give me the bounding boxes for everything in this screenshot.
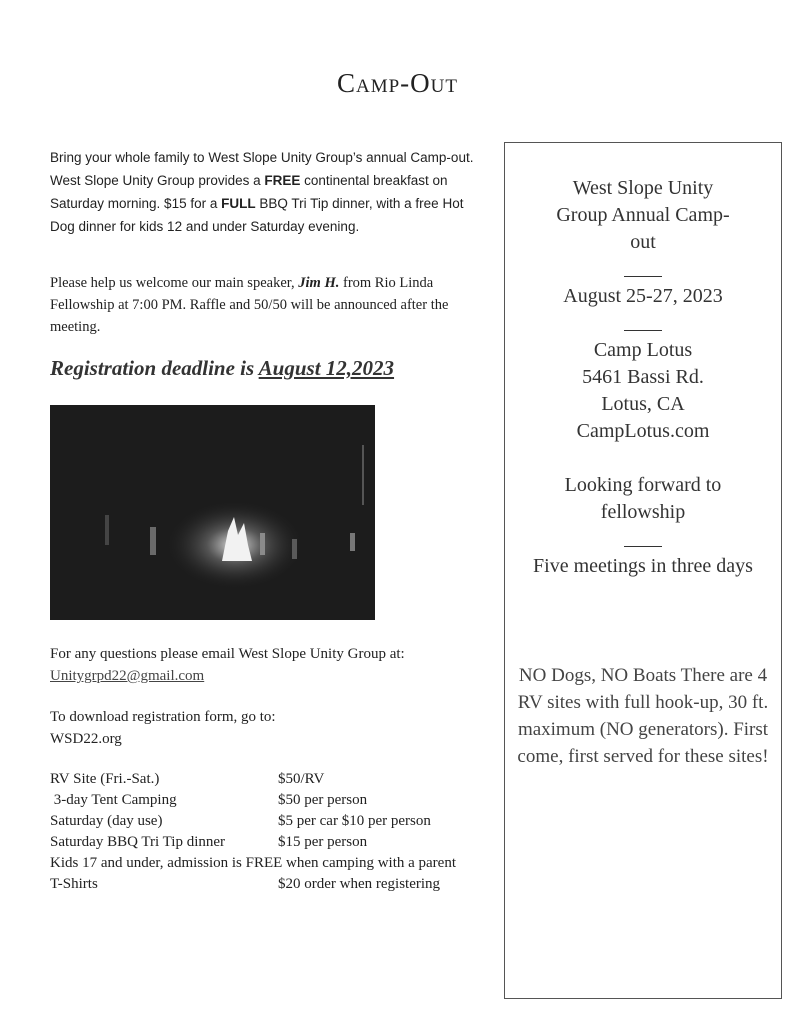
fee-price: $5 per car $10 per person [278,813,431,829]
deadline-date: August 12,2023 [258,356,395,380]
contact-email-link[interactable]: Unitygrpd22@gmail.com [50,668,205,684]
divider [624,546,662,547]
fee-item: RV Site (Fri.-Sat.) [50,771,160,787]
venue-city: Lotus, CA [601,393,685,415]
campfire-photo [50,405,375,620]
page-title [0,68,795,99]
fee-item: 3-day Tent Camping [50,792,177,808]
event-dates: August 25-27, 2023 [563,285,723,307]
fee-row [50,811,500,832]
kids-admission-note: Kids 17 and under, admission is FREE when camping with a parent [50,855,457,871]
fee-item: Saturday (day use) [50,813,163,829]
intro-text-1: Bring your whole family to West Slope Unity Group’s annual Camp-out. West Slope Unity Group provides a [50,150,474,188]
speaker-name: Jim H. [298,275,340,291]
full-emphasis: FULL [221,196,256,211]
venue-name: Camp Lotus [593,339,693,361]
fee-item: Saturday BBQ Tri Tip dinner [50,834,226,850]
deadline-label: Registration deadline is [50,356,259,380]
tagline: Looking forward to fellowship [564,474,722,523]
registration-deadline [50,356,490,381]
fee-row [50,790,500,811]
contact-text: For any questions please email West Slope Unity Group at: [50,646,405,662]
fee-row [50,769,500,790]
download-text: To download registration form, go to: [50,709,276,725]
venue-website: CampLotus.com [576,420,710,442]
fee-price: $50/RV [278,771,325,787]
venue-address: 5461 Bassi Rd. [582,366,704,388]
speaker-text-2: from Rio Linda Fellowship at 7:00 PM. Raffle and 50/50 will be announced after the meeting. [50,275,449,335]
event-name: West Slope Unity Group Annual Camp-out [556,177,730,253]
title-text: Camp-Out [336,68,458,98]
download-info [50,706,500,750]
fee-row [50,832,500,853]
download-site: WSD22.org [50,731,122,747]
campfire-image [50,405,375,620]
speaker-text-1: Please help us welcome our main speaker, [50,275,299,291]
speaker-paragraph [50,272,490,338]
intro-paragraph [50,146,490,238]
divider [624,276,662,277]
fee-price: $50 per person [278,792,368,808]
camp-rules: NO Dogs, NO Boats There are 4 RV sites with full hook-up, 30 ft. maximum (NO generators). First come, first served for these sites! [517,665,769,767]
free-emphasis: FREE [264,173,301,188]
fee-row [50,874,500,895]
intro-text-2: continental breakfast on Saturday morning. $15 for a [50,173,448,211]
divider [624,330,662,331]
meetings-info: Five meetings in three days [533,555,753,577]
fee-price: $20 order when registering [278,876,441,892]
intro-text-3: BBQ Tri Tip dinner, with a free Hot Dog dinner for kids 12 and under Saturday evening. [50,196,464,234]
fee-item: T-Shirts [50,876,98,892]
fee-price: $15 per person [278,834,368,850]
event-details-sidebar [504,142,782,999]
fees-list [50,769,500,895]
contact-info [50,643,500,687]
